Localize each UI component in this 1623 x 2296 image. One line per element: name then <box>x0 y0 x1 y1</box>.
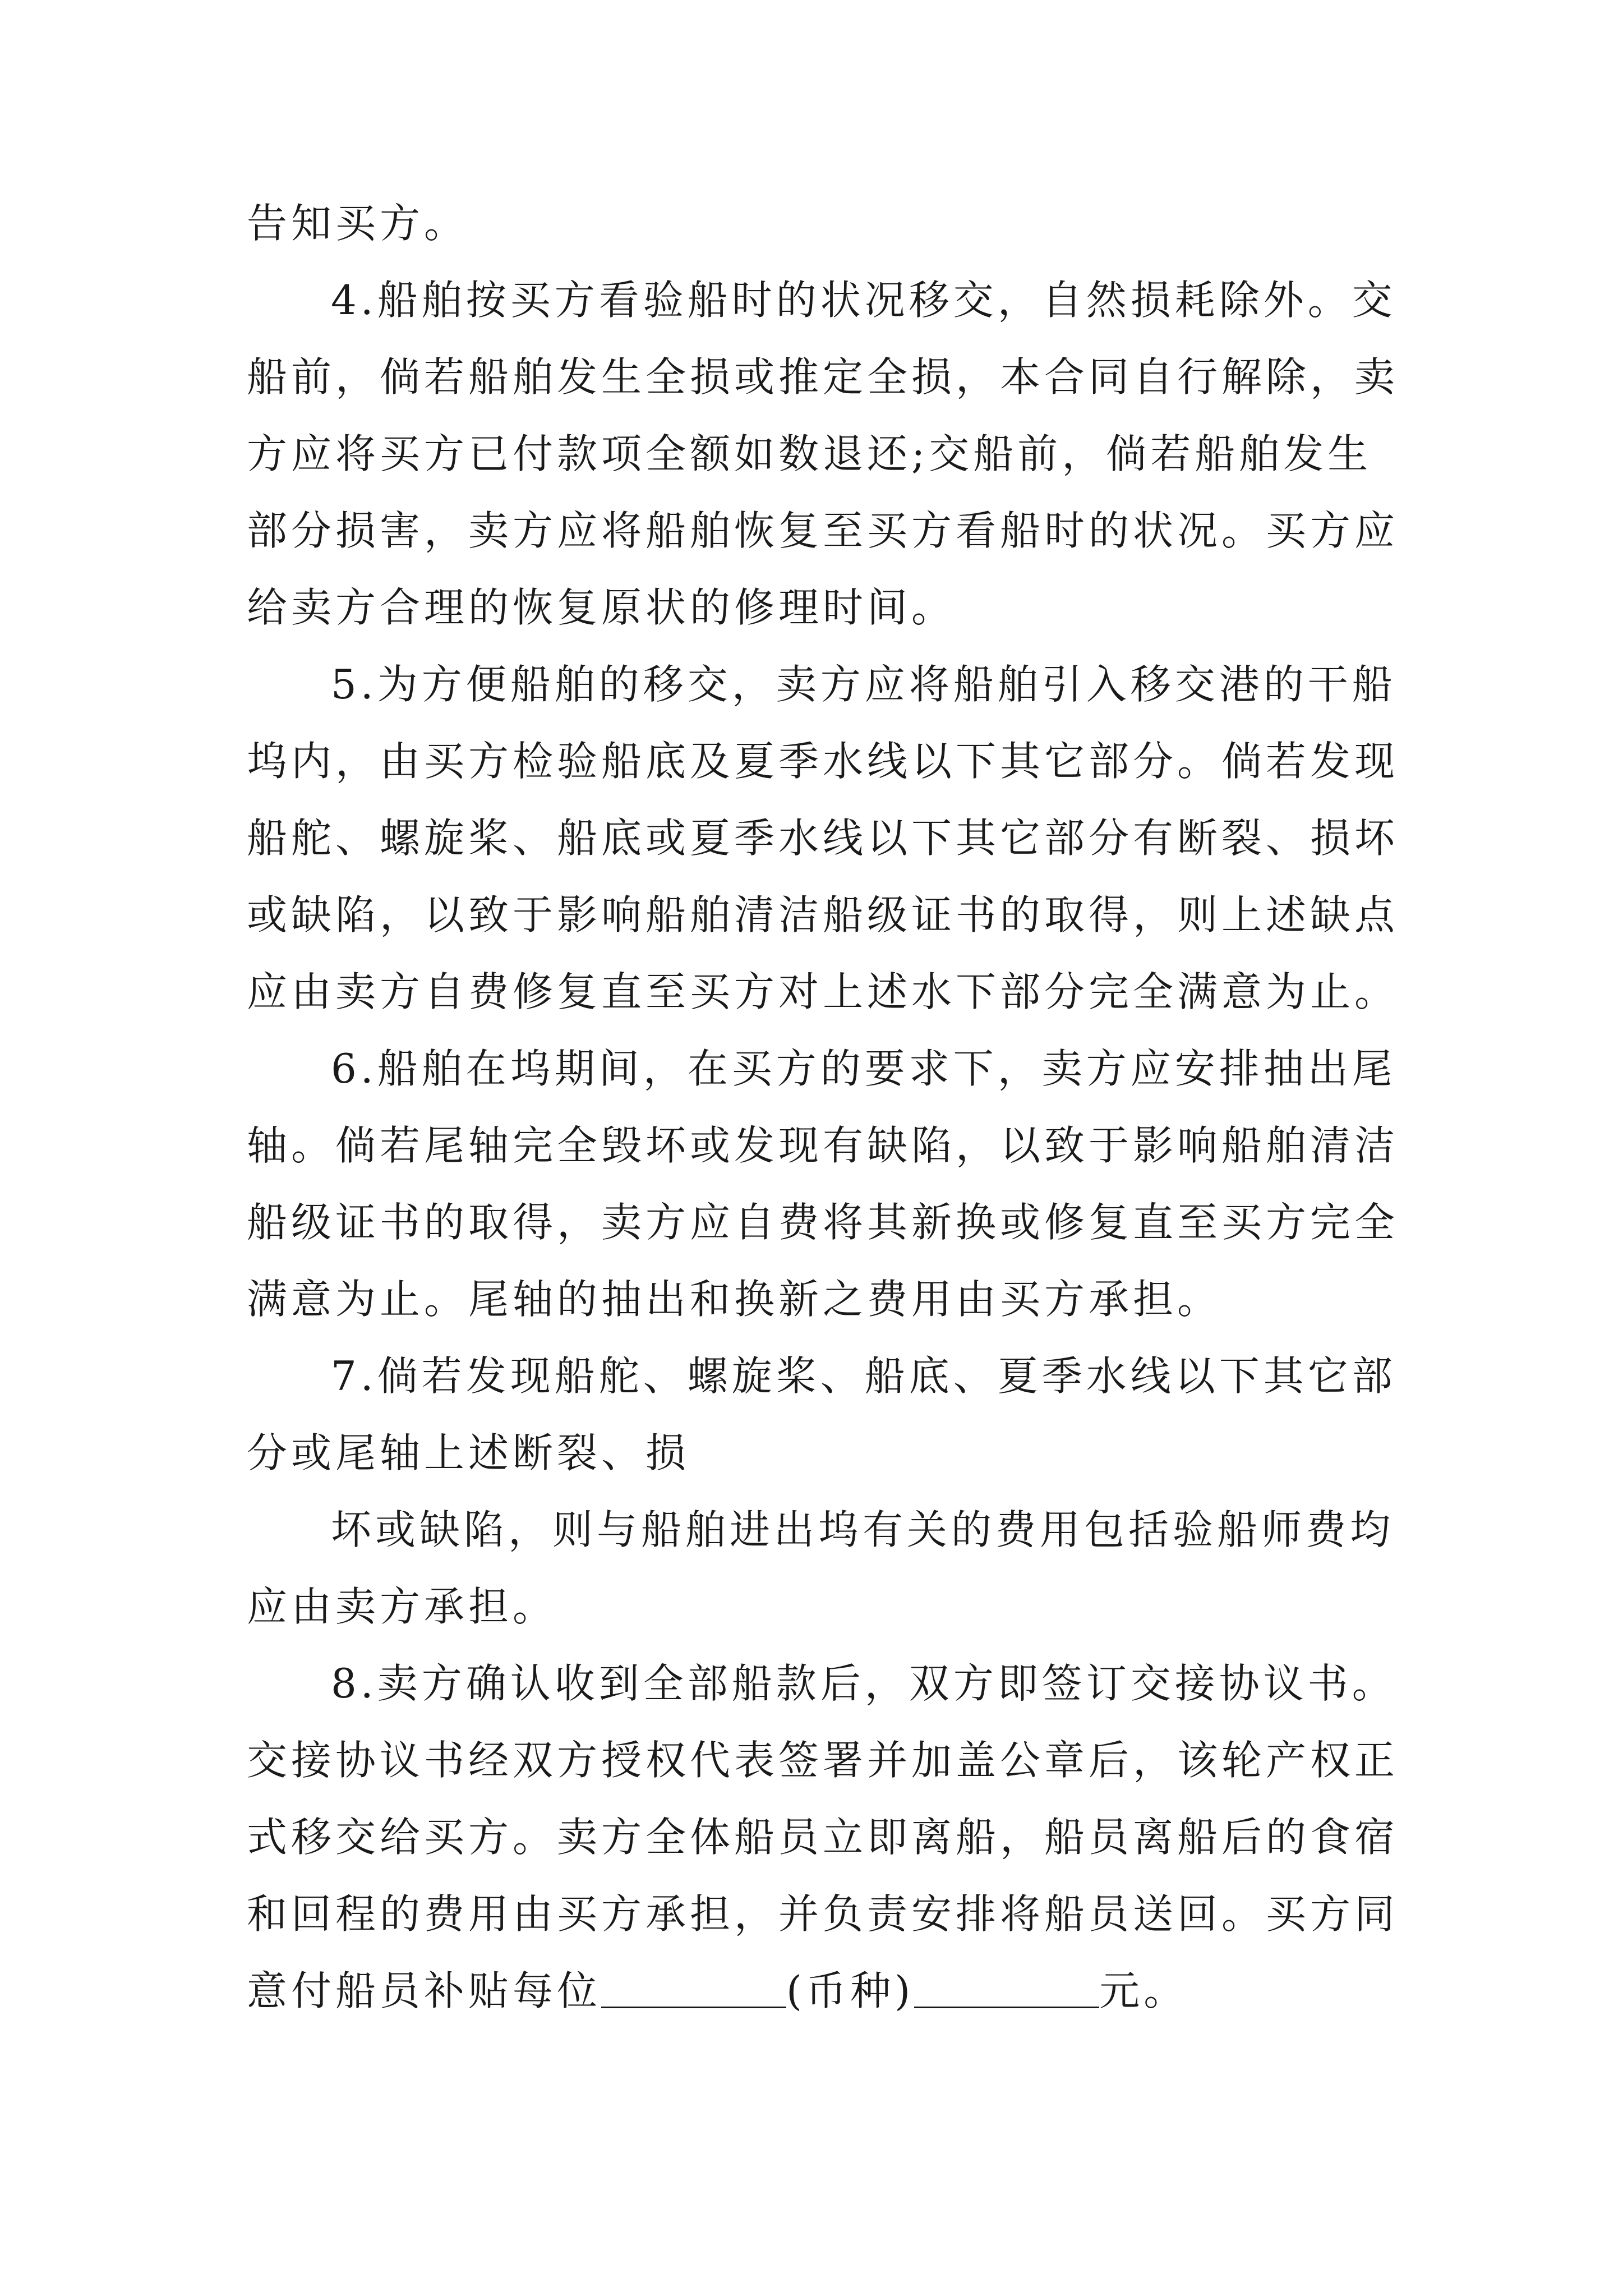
text-line: 式移交给买方。卖方全体船员立即离船，船员离船后的食宿 <box>247 1814 1399 1861</box>
text-line: 给卖方合理的恢复原状的修理时间。 <box>247 584 956 631</box>
text-line: 部分损害，卖方应将船舶恢复至买方看船时的状况。买方应 <box>247 507 1399 554</box>
text-line: 6.船舶在坞期间，在买方的要求下，卖方应安排抽出尾 <box>331 1045 1396 1092</box>
last-line-prefix: 意付船员补贴每位 <box>247 1967 602 2014</box>
text-line: 8.卖方确认收到全部船款后，双方即签订交接协议书。 <box>331 1660 1396 1707</box>
text-line: 和回程的费用由买方承担，并负责安排将船员送回。买方同 <box>247 1890 1399 1938</box>
text-line: 坏或缺陷，则与船舶进出坞有关的费用包括验船师费均 <box>331 1506 1395 1553</box>
text-line: 或缺陷，以致于影响船舶清洁船级证书的取得，则上述缺点 <box>247 891 1399 938</box>
fill-in-blank[interactable] <box>914 1967 1099 2008</box>
text-line: 4.船舶按买方看验船时的状况移交，自然损耗除外。交 <box>331 277 1396 324</box>
fill-in-blank[interactable] <box>601 1967 786 2008</box>
last-line-suffix: 元。 <box>1099 1967 1188 2014</box>
text-line: 船级证书的取得，卖方应自费将其新换或修复直至买方完全 <box>247 1199 1399 1246</box>
text-line: 应由卖方自费修复直至买方对上述水下部分完全满意为止。 <box>247 968 1399 1015</box>
text-line: 轴。倘若尾轴完全毁坏或发现有缺陷，以致于影响船舶清洁 <box>247 1122 1399 1169</box>
text-line: 方应将买方已付款项全额如数退还;交船前，倘若船舶发生 <box>247 430 1372 477</box>
text-line: 满意为止。尾轴的抽出和换新之费用由买方承担。 <box>247 1276 1222 1323</box>
text-line: 告知买方。 <box>247 200 469 247</box>
text-line: 船前，倘若船舶发生全损或推定全损，本合同自行解除，卖 <box>247 353 1399 401</box>
text-line: 坞内，由买方检验船底及夏季水线以下其它部分。倘若发现 <box>247 738 1399 785</box>
currency-label: (币种) <box>786 1967 915 2014</box>
last-line <box>247 1953 1391 2030</box>
text-line: 船舵、螺旋桨、船底或夏季水线以下其它部分有断裂、损坏 <box>247 815 1399 862</box>
text-line: 交接协议书经双方授权代表签署并加盖公章后，该轮产权正 <box>247 1737 1399 1784</box>
text-line: 应由卖方承担。 <box>247 1583 557 1630</box>
document-body <box>247 185 1399 2030</box>
text-line: 7.倘若发现船舵、螺旋桨、船底、夏季水线以下其它部 <box>331 1352 1396 1400</box>
text-line: 分或尾轴上述断裂、损 <box>247 1429 690 1476</box>
text-line: 5.为方便船舶的移交，卖方应将船舶引入移交港的干船 <box>331 661 1396 708</box>
